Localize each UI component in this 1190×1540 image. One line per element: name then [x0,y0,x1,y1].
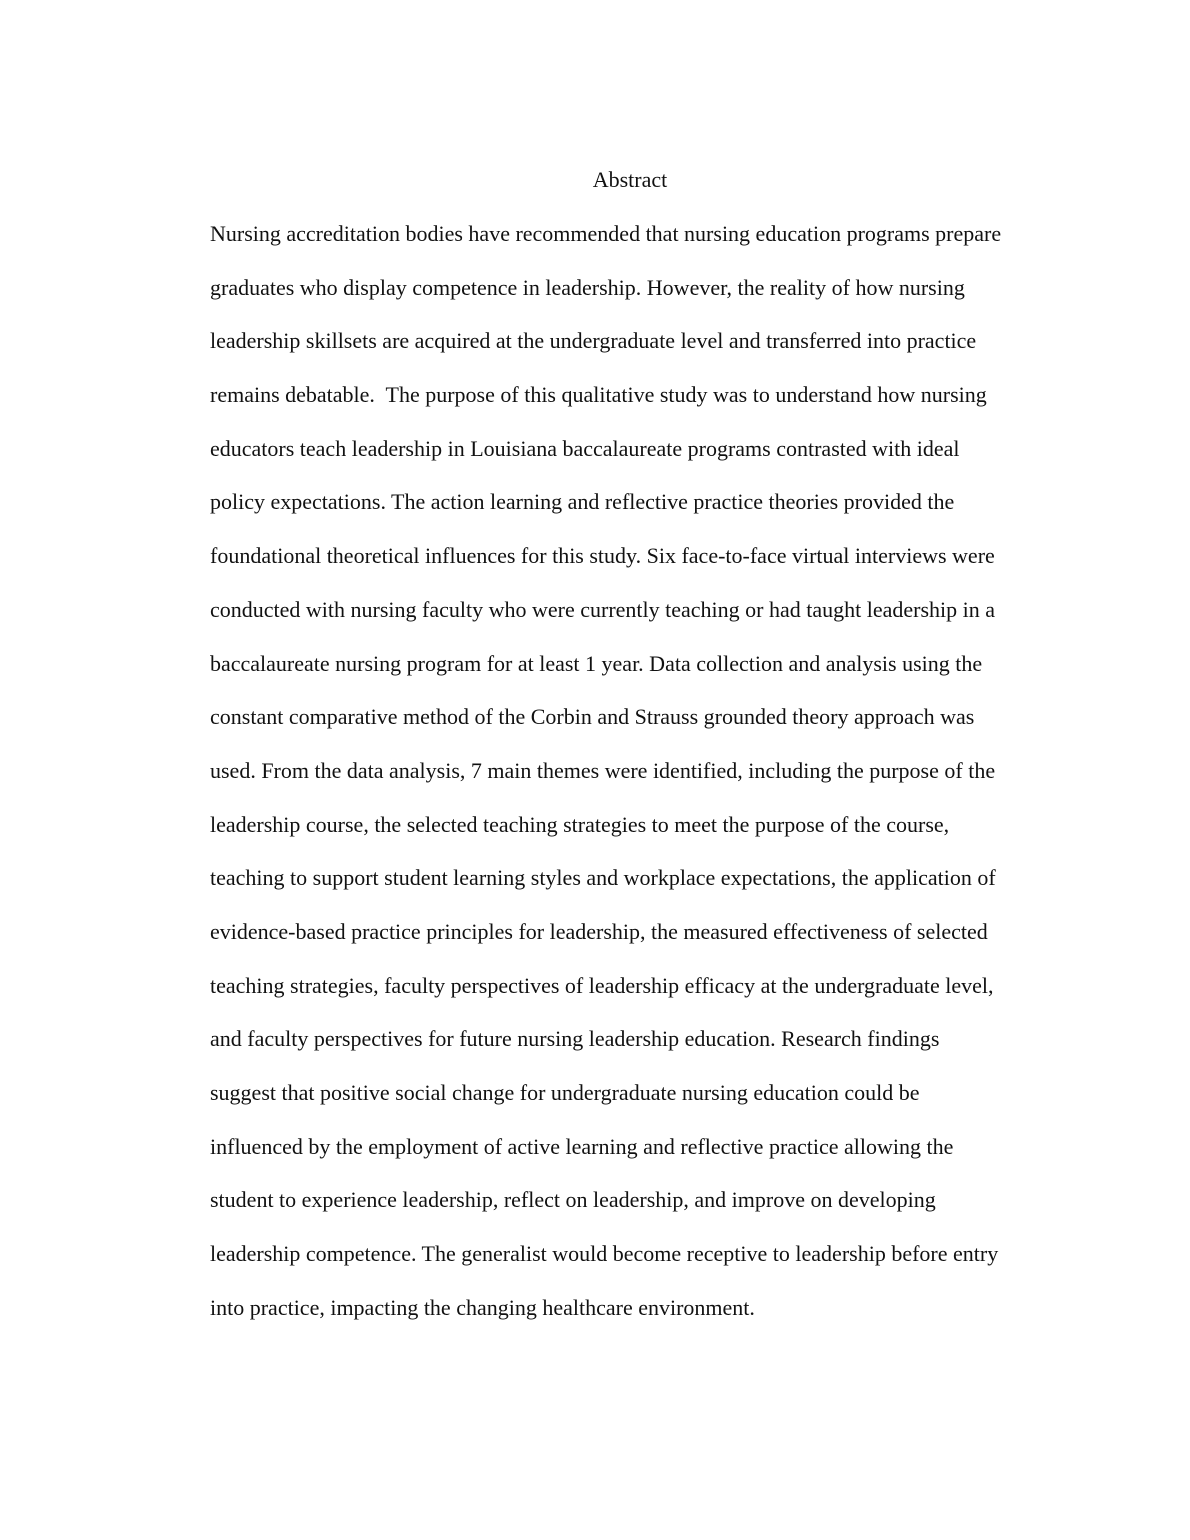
text-line: teaching strategies, faculty perspectives of leadership efficacy at the undergraduate level, [210,972,994,998]
text-line: suggest that positive social change for undergraduate nursing education could be [210,1080,920,1105]
text-line: leadership competence. The generalist would become receptive to leadership before entry [210,1241,999,1267]
text-line: leadership skillsets are acquired at the undergraduate level and transferred into practice [210,328,977,354]
text-line: used. From the data analysis, 7 main themes were identified, including the purpose of the [210,757,996,783]
text-line: graduates who display competence in leadership. However, the reality of how nursing [210,274,965,300]
text-line: leadership course, the selected teaching strategies to meet the purpose of the course, [210,811,950,837]
abstract-body [210,216,1070,1343]
text-line: and faculty perspectives for future nursing leadership education. Research findings [210,1026,940,1052]
text-line: remains debatable. The purpose of this qualitative study was to understand how nursing [210,382,987,408]
text-line: teaching to support student learning styles and workplace expectations, the application of [210,865,996,891]
text-line: conducted with nursing faculty who were currently teaching or had taught leadership in a [210,596,996,622]
text-line: influenced by the employment of active learning and reflective practice allowing the [210,1133,954,1159]
text-line: educators teach leadership in Louisiana baccalaureate programs contrasted with ideal [210,435,960,461]
text-line: student to experience leadership, reflect on leadership, and improve on developing [210,1187,936,1213]
text-line: into practice, impacting the changing healthcare environment. [210,1294,755,1320]
page-title: Abstract [592,167,668,192]
text-line: baccalaureate nursing program for at least 1 year. Data collection and analysis using the [210,650,983,676]
text-line: policy expectations. The action learning and reflective practice theories provided the [210,489,955,515]
text-line: Nursing accreditation bodies have recommended that nursing education programs prepare [210,221,1002,246]
text-line: constant comparative method of the Corbin and Strauss grounded theory approach was [210,704,975,730]
text-line: foundational theoretical influences for this study. Six face-to-face virtual interviews were [210,543,995,569]
text-line: evidence-based practice principles for leadership, the measured effectiveness of selected [210,918,988,944]
